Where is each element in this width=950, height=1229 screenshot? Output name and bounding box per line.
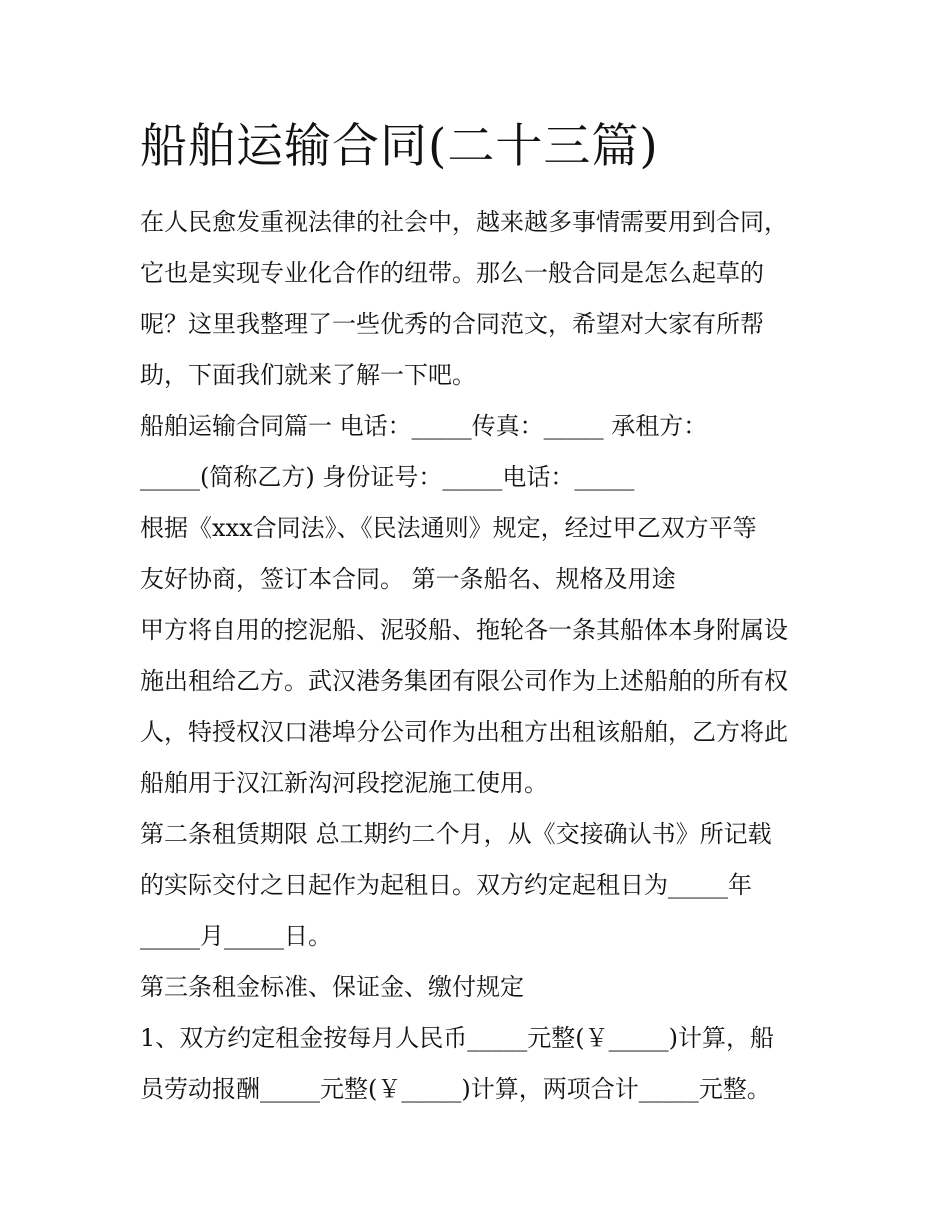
text-line: 它也是实现专业化合作的纽带。那么一般合同是怎么起草的: [140, 259, 764, 287]
text-line: 第二条租赁期限 总工期约二个月，从《交接确认书》所记载: [140, 820, 772, 848]
text-line: _____(简称乙方) 身份证号：_____电话：_____: [140, 463, 635, 491]
text-line: 员劳动报酬_____元整(￥_____)计算，两项合计_____元整。: [140, 1075, 771, 1103]
text-line: 第三条租金标准、保证金、缴付规定: [140, 973, 524, 1001]
text-line: 的实际交付之日起作为起租日。双方约定起租日为_____年: [140, 871, 752, 899]
text-line: 友好协商，签订本合同。 第一条船名、规格及用途: [140, 565, 676, 593]
document-title: 船舶运输合同(二十三篇): [140, 119, 659, 174]
text-line: 根据《xxx合同法》、《民法通则》规定，经过甲乙双方平等: [140, 514, 757, 542]
text-line: 1、双方约定租金按每月人民币_____元整(￥_____)计算，船: [140, 1024, 774, 1052]
text-line: 施出租给乙方。武汉港务集团有限公司作为上述船舶的所有权: [140, 667, 788, 695]
text-line: 甲方将自用的挖泥船、泥驳船、拖轮各一条其船体本身附属设: [140, 616, 788, 644]
text-line: 人，特授权汉口港埠分公司作为出租方出租该船舶，乙方将此: [140, 718, 788, 746]
text-line: 船舶用于汉江新沟河段挖泥施工使用。: [140, 769, 548, 797]
text-line: 在人民愈发重视法律的社会中，越来越多事情需要用到合同，: [140, 208, 788, 236]
text-line: _____月_____日。: [140, 922, 332, 950]
text-line: 助，下面我们就来了解一下吧。: [140, 361, 476, 389]
text-line: 船舶运输合同篇一 电话：_____传真：_____ 承租方：: [140, 412, 708, 440]
text-line: 呢？这里我整理了一些优秀的合同范文，希望对大家有所帮: [140, 310, 764, 338]
